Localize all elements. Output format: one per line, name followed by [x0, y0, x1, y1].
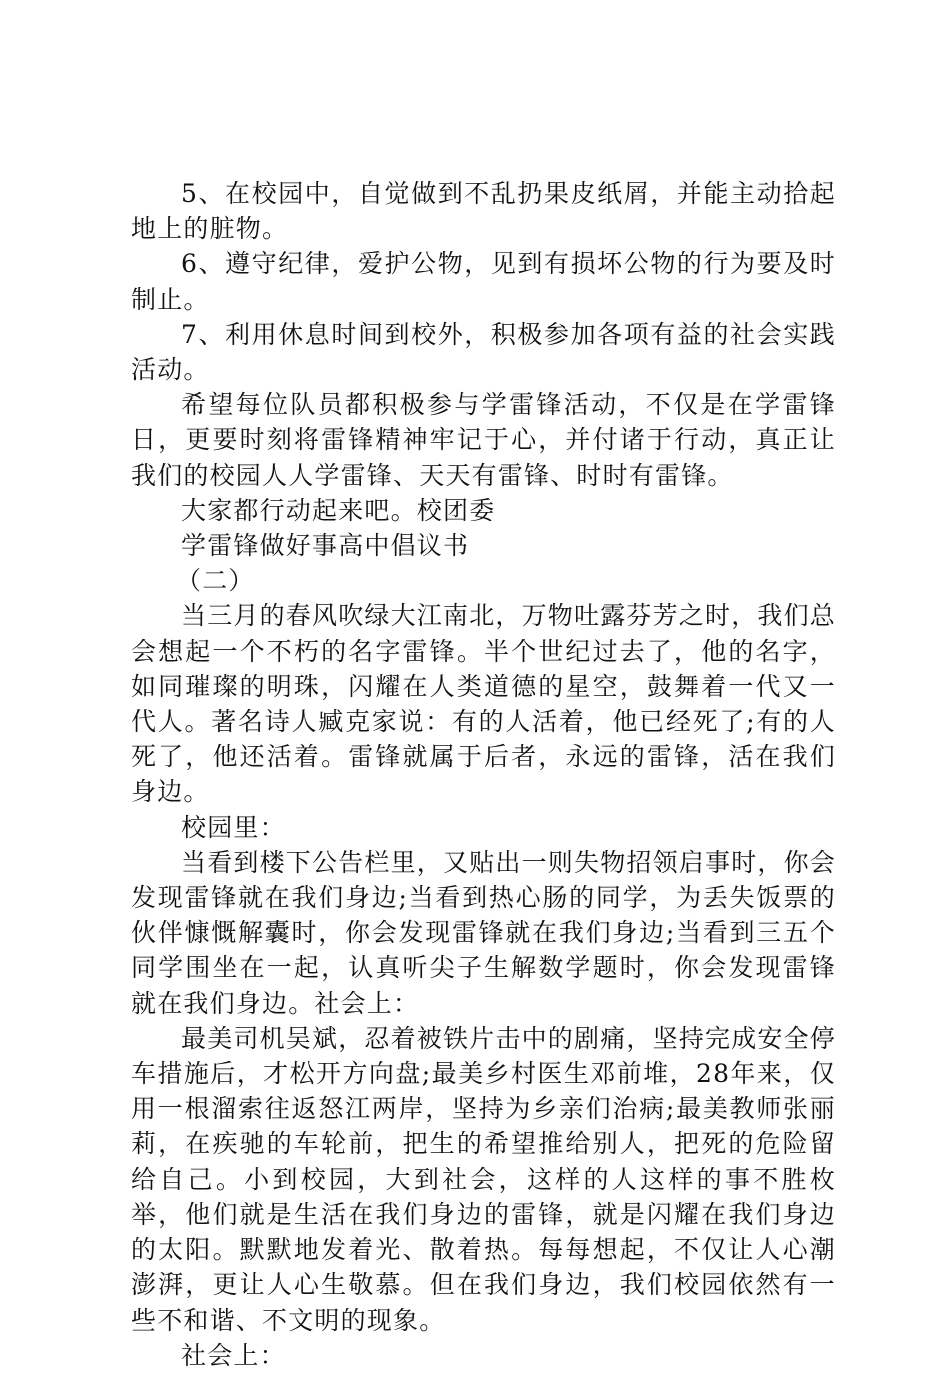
- paragraph-hope: 希望每位队员都积极参与学雷锋活动，不仅是在学雷锋日，更要时刻将雷锋精神牢记于心，并付诸于行动，真正让我们的校园人人学雷锋、天天有雷锋、时时有雷锋。: [131, 390, 836, 490]
- paragraph-society: 最美司机吴斌，忍着被铁片击中的剧痛，坚持完成安全停车措施后，才松开方向盘;最美乡村医生邓前堆，28年来，仅用一根溜索往返怒江两岸，坚持为乡亲们治病;最美教师张丽莉，在疾驰的车轮前，把生的希望推给别人，把死的危险留给自己。小到校园，大到社会，这样的人这样的事不胜枚举，他们就是生活在我们身边的雷锋，就是闪耀在我们身边的太阳。默默地发着光、散着热。每每想起，不仅让人心潮澎湃，更让人心生敬慕。但在我们身边，我们校园依然有一些不和谐、不文明的现象。: [131, 1023, 837, 1335]
- paragraph-campus: 当看到楼下公告栏里，又贴出一则失物招领启事时，你会发现雷锋就在我们身边;当看到热心肠的同学，为丢失饭票的伙伴慷慨解囊时，你会发现雷锋就在我们身边;当看到三五个同学围坐在一起，认真听尖子生解数学题时，你会发现雷锋就在我们身边。社会上：: [131, 847, 837, 1018]
- paragraph-signoff: 大家都行动起来吧。校团委: [181, 495, 496, 525]
- paragraph-intro: 当三月的春风吹绿大江南北，万物吐露芬芳之时，我们总会想起一个不朽的名字雷锋。半个世纪过去了，他的名字，如同璀璨的明珠，闪耀在人类道德的星空，鼓舞着一代又一代人。著名诗人臧克家说：有的人活着，他已经死了;有的人死了，他还活着。雷锋就属于后者，永远的雷锋，活在我们身边。: [131, 601, 837, 807]
- section-number: （二）: [176, 566, 255, 596]
- paragraph-item-7: 7、利用休息时间到校外，积极参加各项有益的社会实践活动。: [131, 319, 836, 385]
- subheading-society: 社会上：: [181, 1340, 286, 1370]
- paragraph-item-5: 5、在校园中，自觉做到不乱扔果皮纸屑，并能主动拾起地上的脏物。: [131, 179, 836, 244]
- document-body: [131, 176, 836, 1373]
- section-title: 学雷锋做好事高中倡议书: [181, 531, 470, 561]
- subheading-campus: 校园里：: [181, 812, 286, 842]
- paragraph-item-6: 6、遵守纪律，爱护公物，见到有损坏公物的行为要及时制止。: [131, 249, 836, 314]
